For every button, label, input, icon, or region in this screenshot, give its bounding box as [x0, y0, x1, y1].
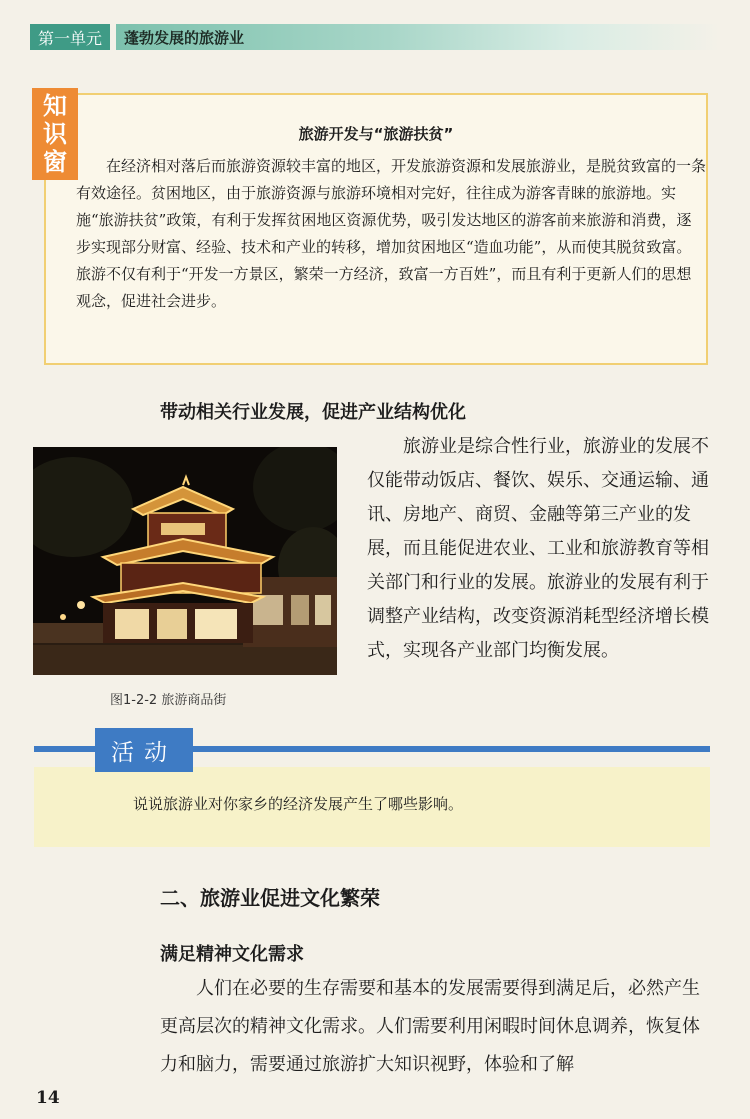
unit-title: 蓬勃发展的旅游业: [116, 24, 720, 50]
knowledge-tag-char: 窗: [43, 148, 67, 176]
tourist-shopping-street-photo: [33, 447, 337, 675]
knowledge-tag-char: 识: [43, 120, 67, 148]
activity-tag: 活动: [95, 728, 193, 772]
industry-paragraph: 旅游业是综合性行业，旅游业的发展不仅能带动饭店、餐饮、娱乐、交通运输、通讯、房地产、商贸、金融等第三产业的发展，而且能促进农业、工业和旅游教育等相关部门和行业的发展。旅游业的发展有利于调整产业结构，改变资源消耗型经济增长模式，实现各产业部门均衡发展。: [367, 436, 709, 661]
knowledge-window-box: [44, 93, 708, 365]
activity-prompt: 说说旅游业对你家乡的经济发展产生了哪些影响。: [133, 795, 464, 813]
subheading-spiritual-needs: 满足精神文化需求: [160, 944, 304, 965]
culture-paragraph: 人们在必要的生存需要和基本的发展需要得到满足后，必然产生更高层次的精神文化需求。人们需要利用闲暇时间休息调养，恢复体力和脑力，需要通过旅游扩大知识视野，体验和了解: [160, 978, 700, 1075]
knowledge-window-tag: [32, 88, 78, 180]
knowledge-window-title: 旅游开发与“旅游扶贫”: [298, 125, 454, 143]
knowledge-window-body: 在经济相对落后而旅游资源较丰富的地区，开发旅游资源和发展旅游业，是脱贫致富的一条有效途径。贫困地区，由于旅游资源与旅游环境相对完好，往往成为游客青睐的旅游地。实施“旅游扶贫”政策，有利于发挥贫困地区资源优势，吸引发达地区的游客前来旅游和消费，逐步实现部分财富、经验、技术和产业的转移，增加贫困地区“造血功能”，从而使其脱贫致富。旅游不仅有利于“开发一方景区，繁荣一方经济，致富一方百姓”，而且有利于更新人们的思想观念，促进社会进步。: [76, 157, 707, 310]
unit-label: 第一单元: [30, 24, 110, 50]
section-heading-industry: 带动相关行业发展，促进产业结构优化: [160, 402, 466, 423]
chapter-header: [30, 24, 720, 50]
figure-caption: 图1-2-2 旅游商品街: [110, 693, 227, 708]
section-heading-culture: 二、旅游业促进文化繁荣: [160, 886, 380, 910]
page-number: 14: [36, 1088, 60, 1108]
knowledge-tag-char: 知: [43, 92, 67, 120]
